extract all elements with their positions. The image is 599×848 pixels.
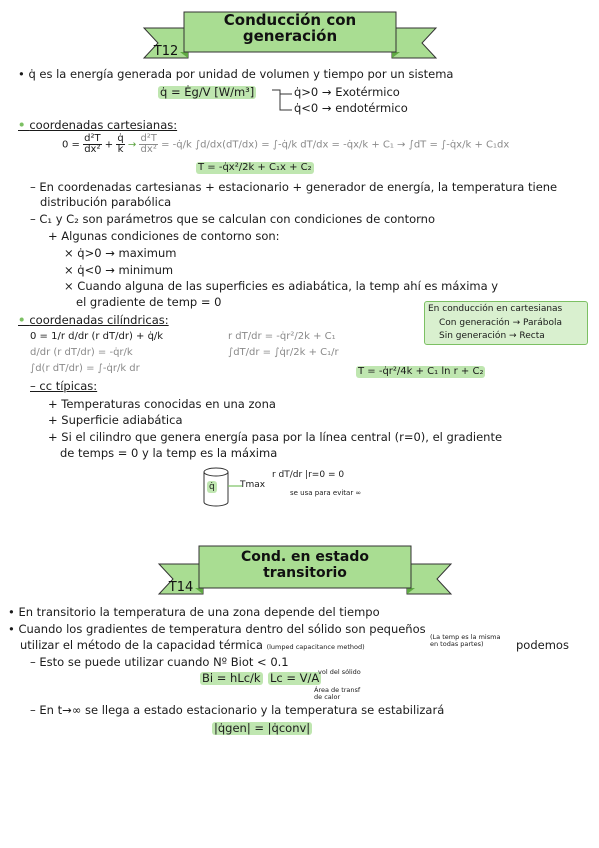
transient-line-3-end: podemos [516, 638, 569, 652]
cyl-eq-2: d/dr (r dT/dr) = -q̇r/k [30, 347, 133, 358]
eq-term-c [139, 134, 157, 155]
eq-rest: = -q̇/k ∫d/dx(dT/dx) = ∫-q̇/k dT/dx = -q̇x/k + C₁ → ∫dT = ∫-q̇x/k + C₁dx [161, 139, 510, 151]
cc-item-2: + Superficie adiabática [48, 413, 183, 427]
cyl-eq-r1: r dT/dr = -q̇r²/2k + C₁ [228, 331, 336, 342]
energy-balance: |q̇gen| = |q̇conv| [214, 721, 311, 735]
t12-title-line2: generación [242, 27, 338, 45]
cart-bullet-6b: el gradiente de temp = 0 [76, 295, 222, 309]
cart-bullet-3: + Algunas condiciones de contorno son: [48, 229, 280, 243]
biot-formula: Bi = hLc/k [202, 671, 261, 685]
endothermic-label: q̇<0 → endotérmico [294, 101, 408, 115]
transient-line-1: • En transitorio la temperatura de una zona depende del tiempo [8, 605, 380, 619]
t14-title-line1: Cond. en estado [240, 549, 370, 565]
tmax-label: Tmax [240, 480, 266, 490]
lumped-method-note: (lumped capacitance method) [266, 643, 365, 651]
t12-title [184, 12, 396, 44]
area-note: Área de transf de calor [314, 686, 361, 701]
eq-term-c-den: dx² [140, 144, 157, 155]
exothermic-label: q̇>0 → Exotérmico [294, 85, 400, 99]
cc-item-3b: de temps = 0 y la temp es la máxima [60, 446, 278, 460]
t14-title-line2: transitorio [263, 565, 347, 581]
summary-row-2: Sin generación → Recta [439, 331, 545, 341]
cartesian-result: T = -q̇x²/2k + C₁x + C₂ [198, 162, 312, 173]
lc-formula: Lc = V/A [270, 671, 320, 685]
eq-term-a [83, 134, 101, 155]
cart-bullet-2: – C₁ y C₂ son parámetros que se calculan con condiciones de contorno [30, 212, 435, 226]
eq-term-b-num: q̇ [117, 133, 124, 144]
cart-bullet-5: × q̇<0 → minimum [64, 263, 174, 277]
eq-term-b-den: k [117, 144, 124, 155]
branch-arrow [270, 88, 294, 114]
eq-term-a-den: dx² [84, 144, 101, 155]
transient-line-3-text: utilizar el método de la capacidad térmica [20, 638, 263, 652]
cart-bullet-1b: distribución parabólica [40, 195, 172, 209]
cylindrical-heading: • coordenadas cilíndricas: [18, 313, 169, 327]
cyl-eq-r2: ∫dT/dr = ∫q̇r/2k + C₁/r [228, 347, 339, 358]
eq-prefix: 0 = [62, 139, 80, 151]
cc-item-3a: + Si el cilindro que genera energía pasa por la línea central (r=0), el gradiente [48, 430, 503, 444]
cylindrical-result: T = -q̇r²/4k + C₁ ln r + C₂ [358, 366, 484, 377]
cyl-eq-1: 0 = 1/r d/dr (r dT/dr) + q̇/k [30, 331, 164, 342]
qdot-formula: q̇ = Ėg/V [W/m³] [160, 85, 255, 99]
summary-row-1: Con generación → Parábola [439, 318, 562, 328]
biot-condition: – Esto se puede utilizar cuando Nº Biot < 0.1 [30, 655, 289, 669]
cyl-eq-3: ∫d(r dT/dr) = ∫-q̇r/k dr [30, 363, 140, 374]
cylindrical-heading-text: coordenadas cilíndricas: [29, 313, 169, 327]
t12-title-line1: Conducción con [223, 11, 357, 29]
cart-bullet-1a: – En coordenadas cartesianas + estacionario + generador de energía, la temperatura tiene [30, 180, 558, 194]
summary-box [424, 301, 588, 345]
transient-line-3 [20, 639, 365, 652]
cart-bullet-6a: × Cuando alguna de las superficies es adiabática, la temp ahí es máxima y [64, 279, 499, 293]
t14-tag: T14 [168, 580, 194, 595]
eq-term-a-num: d²T [84, 133, 101, 144]
cartesian-heading-text: coordenadas cartesianas: [29, 118, 178, 132]
cartesian-heading: • coordenadas cartesianas: [18, 118, 178, 132]
eq-term-c-num: d²T [140, 133, 157, 144]
cc-heading: – cc típicas: [30, 379, 98, 393]
transient-line-2: • Cuando los gradientes de temperatura dentro del sólido son pequeños [8, 622, 426, 636]
center-gradient-eq: r dT/dr |r=0 = 0 [272, 470, 345, 480]
center-gradient-note: se usa para evitar ∞ [290, 489, 362, 497]
t14-title [199, 549, 411, 581]
cylinder-q-label: q̇ [209, 482, 215, 492]
transient-note-same-temp: (La temp es la misma en todas partes) [430, 633, 501, 648]
volume-note: vol del sólido [318, 668, 361, 676]
t12-tag: T12 [153, 44, 179, 59]
cart-bullet-4: × q̇>0 → maximum [64, 246, 177, 260]
cc-item-1: + Temperaturas conocidas en una zona [48, 397, 276, 411]
transient-line-5: – En t→∞ se llega a estado estacionario y la temperatura se estabilizará [30, 703, 445, 717]
summary-title: En conducción en cartesianas [428, 304, 563, 314]
eq-term-b [116, 134, 124, 155]
intro-line: • q̇ es la energía generada por unidad de volumen y tiempo por un sistema [18, 67, 454, 81]
cartesian-equation: 0 = $\frac{\text{d²T}}{\text{dx²}}$ + $\frac{q̇}{k}$ → $\frac{\text{d²T}}{\text{dx²}}$ = -q̇/k ∫d/dx(dT/dx) = ∫-q̇/k dT/dx = -q̇x/k + C₁ → ∫dT = ∫-q̇x/k + C₁dx [62, 133, 510, 155]
